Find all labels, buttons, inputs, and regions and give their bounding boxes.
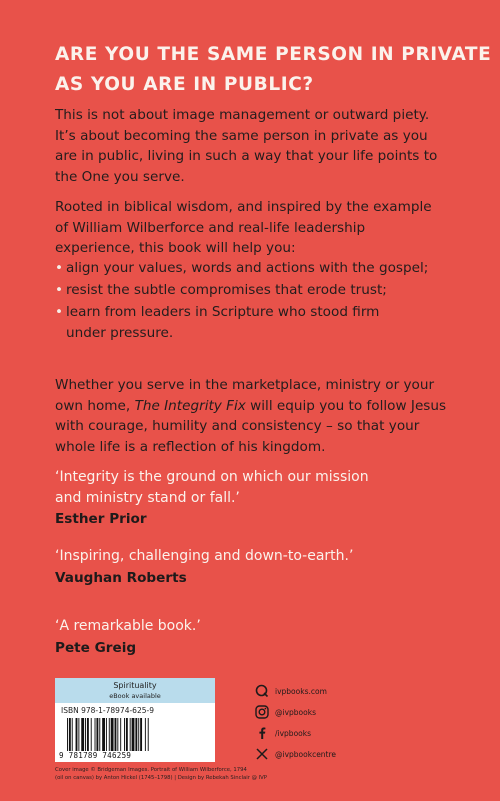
cover-credit: Cover image © Bridgeman Images. Portrait of William Wilberforce, 1794 (oil on canvas) by Anton Hickel (1745–1798) | Design by Rebekah Sinclair @ IVP xyxy=(55,767,267,781)
bullet-icon: • xyxy=(55,304,64,321)
barcode-box xyxy=(55,678,215,762)
quote-author: Vaughan Roberts xyxy=(55,569,187,586)
endorsement-quote xyxy=(55,616,475,658)
closing-paragraph: Whether you serve in the marketplace, ministry or your own home, The Integrity Fix will equip you to follow Jesus with courage, humility and consistency – so that your whole life is a reflection of his kingdom. xyxy=(55,377,447,455)
list-item: • learn from leaders in Scripture who stood firm under pressure. xyxy=(55,304,380,341)
bullet-icon: • xyxy=(55,282,64,299)
endorsement-quote xyxy=(55,467,475,529)
facebook-icon xyxy=(255,726,269,740)
quote-author: Pete Greig xyxy=(55,639,137,656)
quote-text: ‘Inspiring, challenging and down-to-earth.’ xyxy=(55,548,354,564)
social-link-instagram[interactable]: @ivpbooks xyxy=(255,702,455,722)
barcode-number: 9 781789 746259 xyxy=(59,751,132,760)
social-links xyxy=(255,681,455,765)
social-link-x[interactable]: @ivpbookcentre xyxy=(255,744,455,764)
social-link-website[interactable]: ivpbooks.com xyxy=(255,681,455,701)
list-item: • resist the subtle compromises that erode trust; xyxy=(55,280,475,301)
isbn-label: ISBN 978-1-78974-625-9 xyxy=(61,706,154,715)
quote-text: ‘A remarkable book.’ xyxy=(55,618,201,634)
book-title: The Integrity Fix xyxy=(134,397,246,414)
bullet-icon: • xyxy=(55,260,64,276)
quote-text: ‘Integrity is the ground on which our mission and ministry stand or fall.’ xyxy=(55,469,369,506)
benefits-list xyxy=(55,258,475,345)
quote-author: Esther Prior xyxy=(55,511,147,527)
category-band xyxy=(55,678,215,703)
endorsement-quote xyxy=(55,546,475,588)
instagram-icon xyxy=(255,705,269,719)
category-label: Spirituality xyxy=(113,681,157,690)
x-icon xyxy=(255,747,269,761)
intro-paragraph: This is not about image management or outward piety. It’s about becoming the same person in private as you are in public, living in such a way that your life points to the One you serve. xyxy=(55,107,438,185)
ebook-label: eBook available xyxy=(109,692,161,700)
barcode-icon xyxy=(67,718,182,751)
headline: ARE YOU THE SAME PERSON IN PRIVATE AS YOU ARE IN PUBLIC? xyxy=(55,44,492,95)
social-link-facebook[interactable]: /ivpbooks xyxy=(255,723,455,743)
list-item: • align your values, words and actions with the gospel; xyxy=(55,258,475,279)
rooted-paragraph: Rooted in biblical wisdom, and inspired by the example of William Wilberforce and real-life leadership experience, this book will help you: xyxy=(55,199,432,257)
ivp-logo-icon xyxy=(255,684,269,698)
